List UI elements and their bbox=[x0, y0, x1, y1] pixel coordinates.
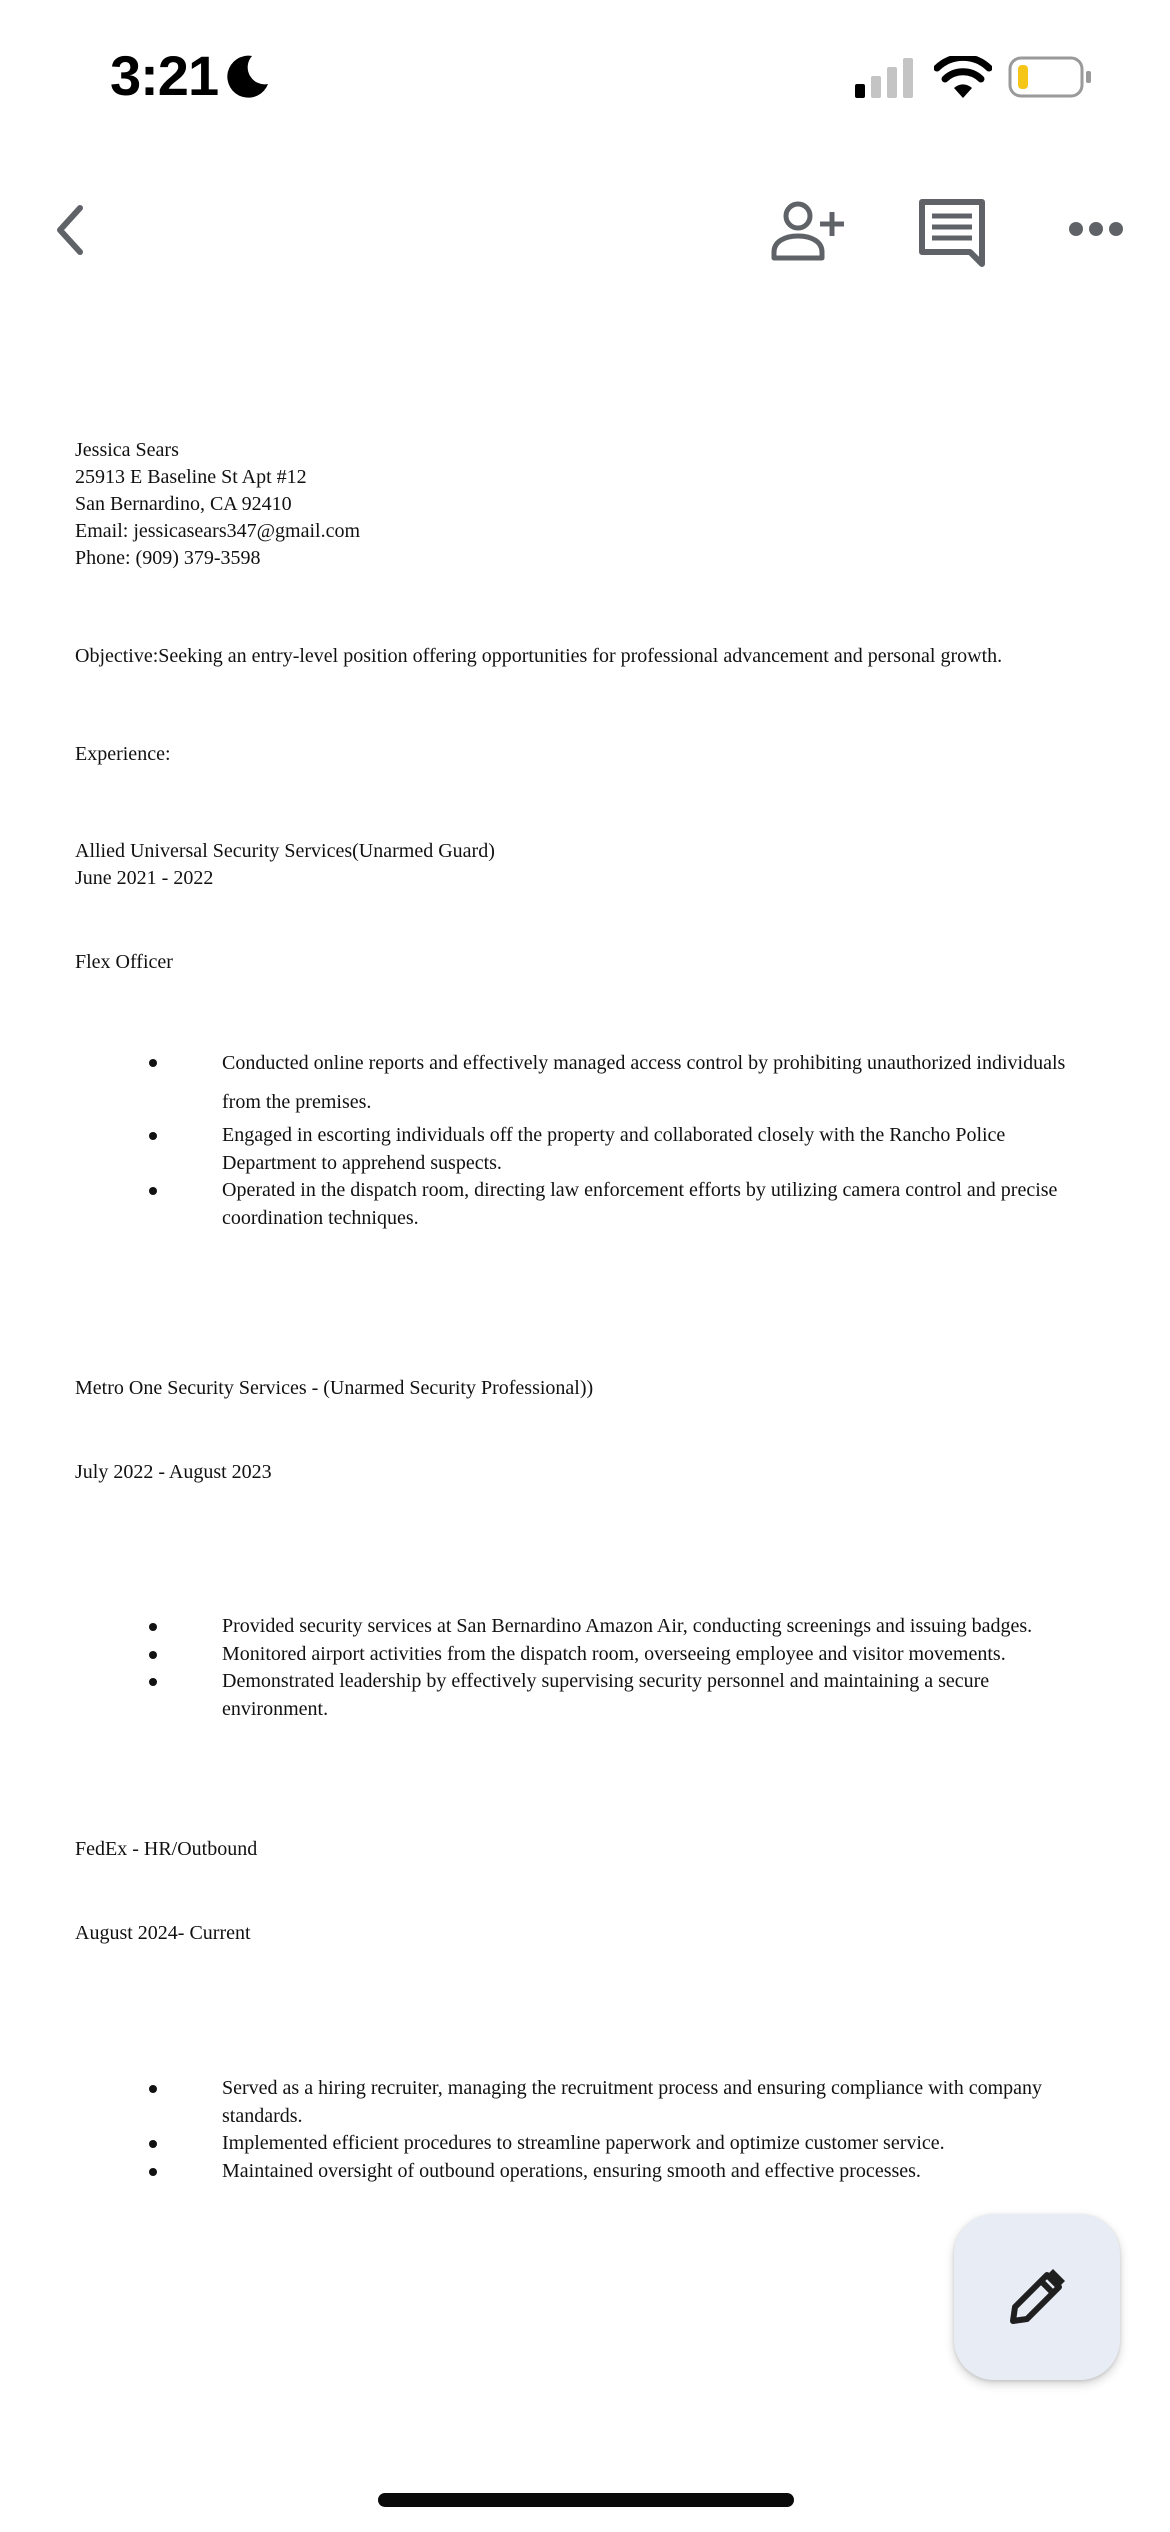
experience-heading: Experience: bbox=[75, 743, 171, 765]
status-time: 3:21 bbox=[110, 44, 219, 107]
job-bullets bbox=[75, 1613, 1095, 1723]
list-item: Implemented efficient procedures to streamline paperwork and optimize customer service. bbox=[75, 2130, 1095, 2158]
list-item: Operated in the dispatch room, directing law enforcement efforts by utilizing camera control and precise coordination techniques. bbox=[75, 1177, 1095, 1232]
more-icon[interactable] bbox=[1068, 214, 1124, 244]
job-dates: August 2024- Current bbox=[75, 1922, 251, 1944]
phone-line: Phone: (909) 379-3598 bbox=[75, 547, 261, 569]
list-item: Served as a hiring recruiter, managing the recruitment process and ensuring compliance with company standards. bbox=[75, 2075, 1095, 2130]
job-title: Flex Officer bbox=[75, 951, 173, 973]
applicant-name: Jessica Sears bbox=[75, 439, 179, 461]
list-item: Monitored airport activities from the dispatch room, overseeing employee and visitor movements. bbox=[75, 1641, 1095, 1669]
list-item: Maintained oversight of outbound operations, ensuring smooth and effective processes. bbox=[75, 2158, 1095, 2186]
moon-icon bbox=[226, 54, 270, 100]
job-bullets bbox=[75, 1044, 1095, 1232]
address-city: San Bernardino, CA 92410 bbox=[75, 493, 292, 515]
wifi-icon bbox=[934, 56, 992, 98]
list-item: Conducted online reports and effectively managed access control by prohibiting unauthorized individuals from the premises. bbox=[75, 1044, 1095, 1122]
email-line: Email: jessicasears347@gmail.com bbox=[75, 520, 361, 542]
back-chevron-icon[interactable] bbox=[48, 200, 90, 260]
list-item: Demonstrated leadership by effectively supervising security personnel and maintaining a secure environment. bbox=[75, 1668, 1095, 1723]
home-indicator[interactable] bbox=[378, 2493, 794, 2507]
battery-icon bbox=[1008, 56, 1092, 98]
list-item: Engaged in escorting individuals off the property and collaborated closely with the Rancho Police Department to apprehend suspects. bbox=[75, 1122, 1095, 1177]
job-company: Metro One Security Services - (Unarmed Security Professional)) bbox=[75, 1377, 594, 1399]
job-bullets bbox=[75, 2075, 1095, 2185]
list-item: Provided security services at San Bernardino Amazon Air, conducting screenings and issuing badges. bbox=[75, 1613, 1095, 1641]
pencil-edit-icon bbox=[1001, 2261, 1073, 2333]
job-dates: July 2022 - August 2023 bbox=[75, 1461, 272, 1483]
job-dates: June 2021 - 2022 bbox=[75, 867, 214, 889]
job-company: Allied Universal Security Services(Unarmed Guard) bbox=[75, 840, 495, 862]
job-company: FedEx - HR/Outbound bbox=[75, 1838, 258, 1860]
comment-icon[interactable] bbox=[918, 198, 986, 268]
objective: Objective:Seeking an entry-level position offering opportunities for professional advancement and personal growth. bbox=[75, 645, 1003, 667]
add-person-icon[interactable] bbox=[770, 200, 844, 262]
cellular-signal-icon bbox=[855, 58, 913, 98]
edit-button[interactable] bbox=[954, 2214, 1120, 2380]
address-street: 25913 E Baseline St Apt #12 bbox=[75, 466, 307, 488]
